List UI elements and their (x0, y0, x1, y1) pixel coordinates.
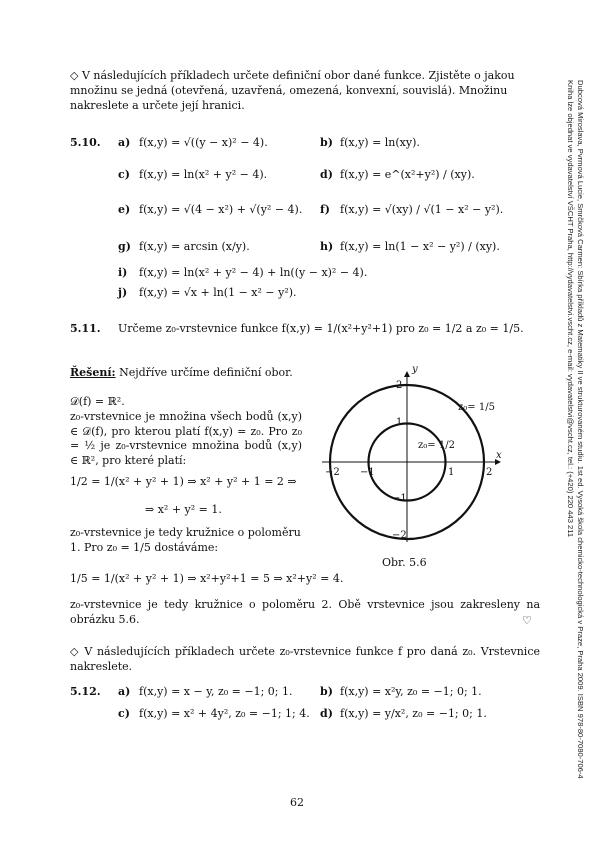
item-g: f(x,y) = arcsin (x/y). (139, 240, 250, 253)
exercise-number: 5.10. (70, 136, 101, 149)
item-j: f(x,y) = √x + ln(1 − x² − y²). (139, 286, 297, 299)
tick-y-1: 1 (396, 417, 403, 428)
item-i: f(x,y) = ln(x² + y² − 4) + ln((y − x)² − 4). (139, 266, 368, 279)
tick-x-1: 1 (448, 467, 455, 478)
x-axis-label: x (496, 450, 502, 461)
intro-paragraph-2: ◇ V následujících příkladech určete z₀-vrstevnice funkce f pro daná z₀. Vrstevnice nakreslete. (70, 645, 540, 673)
item-d: f(x,y) = e^(x²+y²) / (xy). (340, 168, 475, 181)
item-b: f(x,y) = x²y, z₀ = −1; 0; 1. (340, 685, 482, 698)
item-label-b: b) (320, 685, 333, 698)
y-axis-label: y (412, 364, 418, 375)
item-label-h: h) (320, 240, 334, 253)
item-f: f(x,y) = √(xy) / √(1 − x² − y²). (340, 203, 504, 216)
item-label-i: i) (118, 266, 128, 279)
solution-paragraph-1: z₀-vrstevnice je množina všech bodů (x,y) ∈ 𝒟(f), pro kterou platí f(x,y) = z₀. Pro z₀ = ½ je z₀-vrstevnice množina bodů (x,y) ∈ ℝ², pro které platí: (70, 410, 302, 467)
item-c: f(x,y) = x² + 4y², z₀ = −1; 1; 4. (139, 707, 310, 720)
page-number: 62 (290, 796, 304, 809)
side-citation (565, 80, 585, 780)
intro-paragraph-1: ◇ V následujících příkladech určete definiční obor dané funkce. Zjistěte o jakou množinu se jedná (otevřená, uzavřená, omezená, konvexní, souvislá). Množinu nakreslete a určete její hranici. (70, 69, 515, 112)
item-label-a: a) (118, 136, 131, 149)
exercise-number: 5.12. (70, 685, 101, 698)
tick-x-minus-1: −1 (360, 467, 375, 478)
item-label-e: e) (118, 203, 131, 216)
solution-paragraph-3: z₀-vrstevnice je tedy kružnice o poloměru 2. Obě vrstevnice jsou zakresleny na obrázku 5.6. (70, 598, 540, 626)
item-label-b: b) (320, 136, 333, 149)
item-b: f(x,y) = ln(xy). (340, 136, 420, 149)
tick-y-2: 2 (396, 380, 403, 391)
solution-intro (70, 366, 302, 381)
solution-line-1: Nejdříve určíme definiční obor. (119, 366, 293, 379)
exercise-text: Určeme z₀-vrstevnice funkce f(x,y) = 1/(x²+y²+1) pro z₀ = 1/2 a z₀ = 1/5. (118, 322, 524, 335)
item-label-c: c) (118, 168, 130, 181)
equation-1b: ⇒ x² + y² = 1. (145, 503, 222, 516)
side-citation-line2: Kniha lze objednat ve vydavatelství VŠCHT Praha, http://vydavatelstvi.vscht.cz, e-mail: vydavatelstvi@vscht.cz, tel.: (+420) 220 443 211 (566, 80, 575, 538)
label-z0-one-fifth: z₀= 1/5 (458, 402, 495, 413)
figure-caption: Obr. 5.6 (382, 556, 427, 569)
item-d: f(x,y) = y/x², z₀ = −1; 0; 1. (340, 707, 487, 720)
exercise-number: 5.11. (70, 322, 101, 335)
item-label-j: j) (118, 286, 128, 299)
figure-level-curves (316, 358, 516, 548)
solution-heading: Řešení: (70, 366, 116, 379)
item-label-a: a) (118, 685, 131, 698)
item-label-d: d) (320, 168, 333, 181)
equation-2: 1/5 = 1/(x² + y² + 1) ⇒ x²+y²+1 = 5 ⇒ x²+y² = 4. (70, 572, 344, 585)
item-e: f(x,y) = √(4 − x²) + √(y² − 4). (139, 203, 303, 216)
tick-y-minus-1: −1 (392, 493, 407, 504)
item-a: f(x,y) = x − y, z₀ = −1; 0; 1. (139, 685, 293, 698)
tick-x-2: 2 (486, 467, 493, 478)
solution-paragraph-2: z₀-vrstevnice je tedy kružnice o poloměru 1. Pro z₀ = 1/5 dostáváme: (70, 526, 301, 554)
end-of-solution-mark: ♡ (522, 614, 532, 627)
item-label-f: f) (320, 203, 330, 216)
item-c: f(x,y) = ln(x² + y² − 4). (139, 168, 268, 181)
item-label-d: d) (320, 707, 333, 720)
tick-x-minus-2: −2 (325, 467, 340, 478)
equation-1a: 1/2 = 1/(x² + y² + 1) ⇒ x² + y² + 1 = 2 ⇒ (70, 475, 297, 488)
label-z0-one-half: z₀= 1/2 (418, 440, 455, 451)
solution-domain: 𝒟(f) = ℝ². (70, 395, 125, 408)
item-label-g: g) (118, 240, 131, 253)
item-label-c: c) (118, 707, 130, 720)
item-h: f(x,y) = ln(1 − x² − y²) / (xy). (340, 240, 500, 253)
item-a: f(x,y) = √((y − x)² − 4). (139, 136, 268, 149)
tick-y-minus-2: −2 (392, 530, 407, 541)
side-citation-line1: Dubcová Miroslava, Pvrmová Lucie, Smrčková Carmen: Sbírka příkladů z Matematiky II ve strukturovaném studiu. 1st ed. Vysoká škola chemicko-technologická v Praze, Praha 2009. ISBN 978-80-7080-706-4 (576, 80, 585, 779)
